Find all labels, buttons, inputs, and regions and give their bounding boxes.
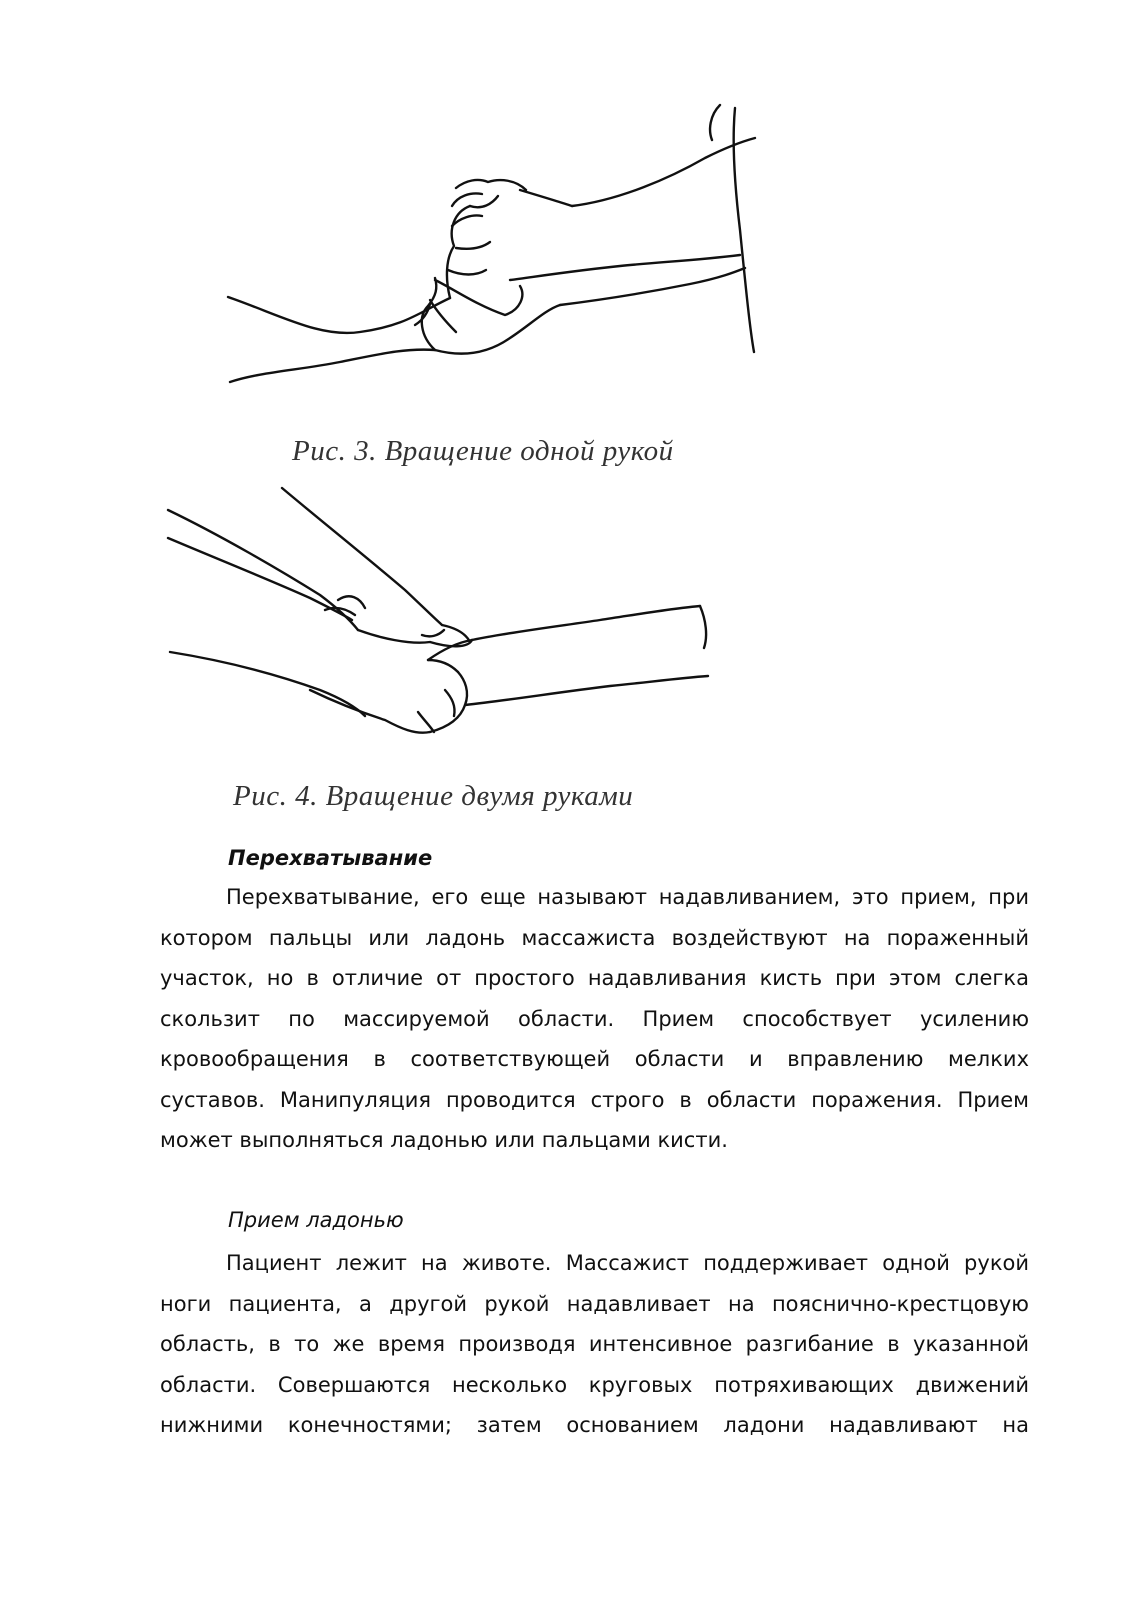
figure-4-illustration: [160, 480, 720, 750]
figure-3-caption: Рис. 3. Вращение одной рукой: [292, 435, 674, 467]
paragraph-line: Пациент лежит на животе. Массажист поддерживает одной рукой: [226, 1251, 1029, 1275]
paragraph-line: область, в то же время производя интенсивное разгибание в указанной: [160, 1332, 1029, 1356]
subsection-heading: Прием ладонью: [228, 1208, 404, 1232]
figure-3-illustration: [220, 100, 765, 420]
paragraph-line: нижними конечностями; затем основанием ладони надавливают на: [160, 1413, 1029, 1437]
figure-4-caption: Рис. 4. Вращение двумя руками: [233, 780, 634, 812]
section-paragraph: [160, 877, 1029, 1161]
subsection-paragraph: [160, 1243, 1029, 1446]
paragraph-line: ноги пациента, а другой рукой надавливает на пояснично-крестцовую: [160, 1291, 1029, 1316]
paragraph-line: скользит по массируемой области. Прием способствует усилению: [160, 1006, 1029, 1031]
paragraph-line: кровообращения в соответствующей области и вправлению мелких: [160, 1047, 1029, 1071]
paragraph-line: суставов. Манипуляция проводится строго в области поражения. Прием: [160, 1087, 1029, 1112]
paragraph-line: участок, но в отличие от простого надавливания кисть при этом слегка: [160, 966, 1029, 990]
paragraph-line: области. Совершаются несколько круговых потряхивающих движений: [160, 1372, 1029, 1397]
figure-4-drawing: [160, 480, 720, 750]
paragraph-line: котором пальцы или ладонь массажиста воздействуют на пораженный: [160, 925, 1029, 950]
paragraph-line: может выполняться ладонью или пальцами кисти.: [160, 1128, 728, 1152]
section-heading: Перехватывание: [228, 846, 433, 870]
paragraph-line: Перехватывание, его еще называют надавливанием, это прием, при: [226, 885, 1029, 909]
figure-3-drawing: [220, 100, 765, 420]
